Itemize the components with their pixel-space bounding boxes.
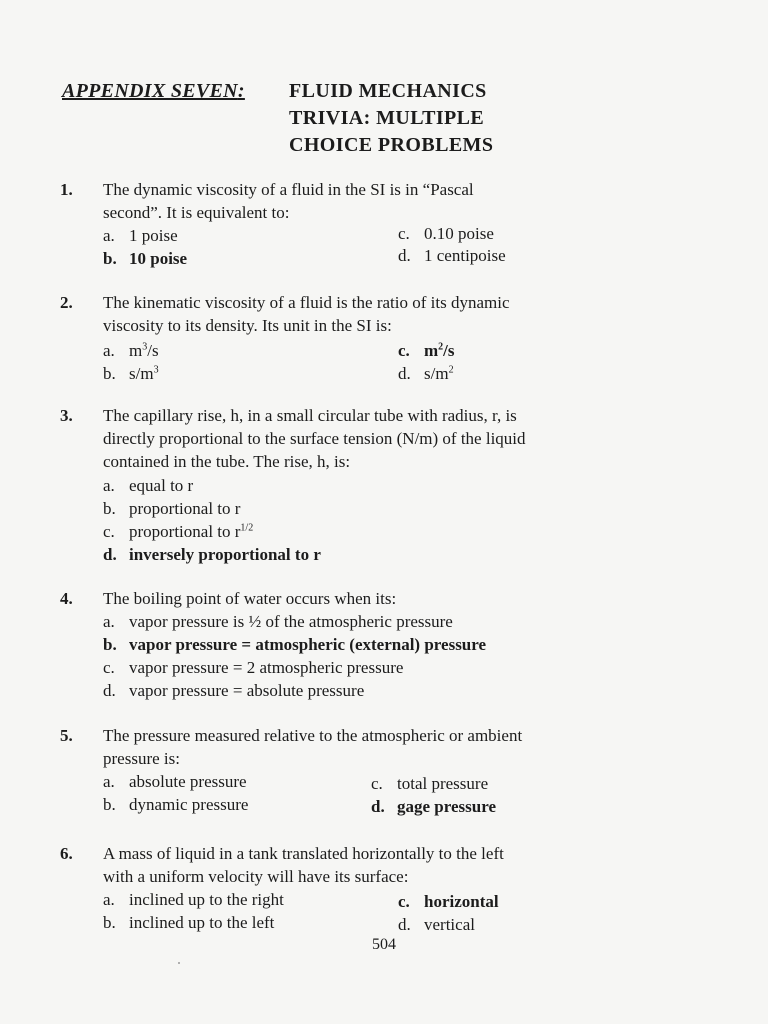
question-text: The kinematic viscosity of a fluid is the ratio of its dynamic viscosity to its density. Its unit in the SI is: xyxy=(103,293,510,335)
option-c: c. proportional to $r^{1/2}$ xyxy=(103,522,254,541)
appendix-label: APPENDIX SEVEN: xyxy=(62,80,245,102)
question-text: The boiling point of water occurs when its: xyxy=(103,589,397,608)
question-number: 1. xyxy=(60,180,73,199)
option-c: c. vapor pressure = 2 atmospheric pressure xyxy=(103,658,404,677)
question-number: 5. xyxy=(60,726,73,745)
question-text: The pressure measured relative to the atmospheric or ambient pressure is: xyxy=(103,726,523,768)
option-a: a. equal to r xyxy=(103,476,194,495)
scan-speck xyxy=(178,962,180,964)
option-d: d. vertical xyxy=(398,915,475,934)
option-b: b. inclined up to the left xyxy=(103,913,275,932)
question-text: The capillary rise, h, in a small circular tube with radius, r, is directly proportional to the surface tension (N/m) of the liquid contained in the tube. The rise, h, is: xyxy=(103,406,526,471)
option-b: b. dynamic pressure xyxy=(103,795,249,814)
appendix-title: FLUID MECHANICS TRIVIA: MULTIPLE CHOICE PROBLEMS xyxy=(289,80,494,156)
option-b: b. proportional to r xyxy=(103,499,241,518)
option-b: b. $s/m^3$ xyxy=(103,364,159,383)
option-d: d. vapor pressure = absolute pressure xyxy=(103,681,365,700)
option-a: a. inclined up to the right xyxy=(103,890,284,909)
option-d-answer: d. inversely proportional to r xyxy=(103,545,321,564)
option-d-answer: d. gage pressure xyxy=(371,797,497,816)
question-number: 2. xyxy=(60,293,73,312)
question-text: A mass of liquid in a tank translated horizontally to the left with a uniform velocity will have its surface: xyxy=(103,844,504,886)
option-b-answer: b. 10 poise xyxy=(103,249,188,268)
option-a: a. $m^3/s$ xyxy=(103,341,159,360)
option-b-answer: b. vapor pressure = atmospheric (external) pressure xyxy=(103,635,487,654)
option-c-answer: c. $m^2/s$ xyxy=(398,341,455,360)
option-a: a. vapor pressure is ½ of the atmospheric pressure xyxy=(103,612,453,631)
option-c: c. total pressure xyxy=(371,774,489,793)
option-a: a. 1 poise xyxy=(103,226,178,245)
option-c-answer: c. horizontal xyxy=(398,892,499,911)
option-c: c. 0.10 poise xyxy=(398,224,494,243)
page-number: 504 xyxy=(372,936,396,953)
question-number: 4. xyxy=(60,589,73,608)
question-text: The dynamic viscosity of a fluid in the SI is in “Pascal second”. It is equivalent to: xyxy=(103,180,474,222)
option-d: d. 1 centipoise xyxy=(398,246,506,265)
option-d: d. $s/m^2$ xyxy=(398,364,454,383)
question-number: 6. xyxy=(60,844,73,863)
question-number: 3. xyxy=(60,406,73,425)
option-a: a. absolute pressure xyxy=(103,772,247,791)
